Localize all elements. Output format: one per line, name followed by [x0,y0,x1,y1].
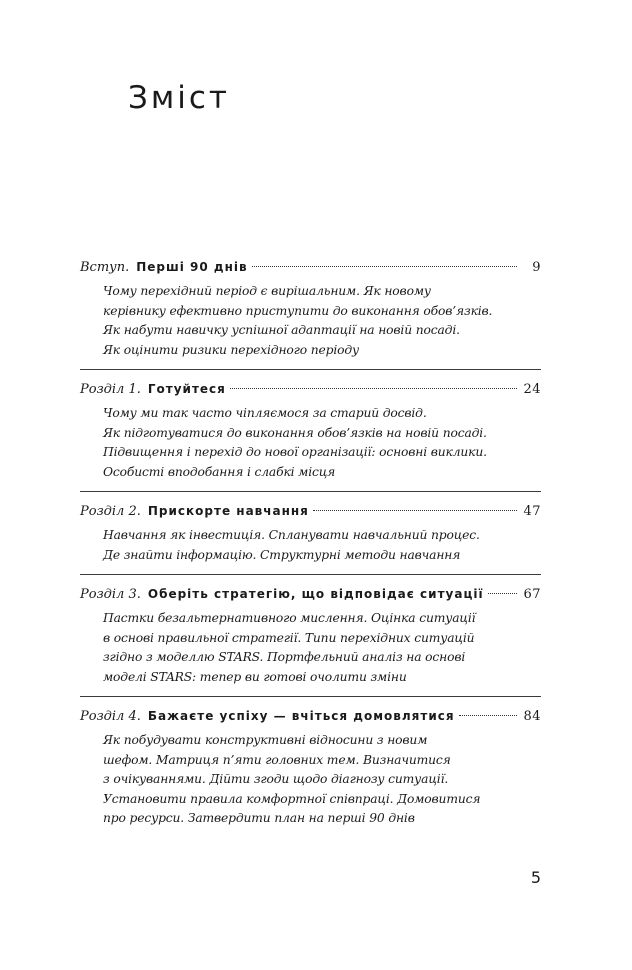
chapter-label: Розділ 4. [80,709,141,724]
toc-entry-chapter-4 [80,705,541,838]
toc-row [80,705,541,728]
toc-entry-chapter-3 [80,583,541,697]
dot-leader [488,593,517,594]
chapter-label: Розділ 2. [80,504,141,519]
page-number: 67 [523,587,541,602]
chapter-label: Розділ 3. [80,587,141,602]
page-number: 47 [523,504,541,519]
dot-leader [459,715,517,716]
page-number: 9 [532,260,541,275]
description-line: з очікуваннями. Дійти згоди щодо діагнозу ситуації. [103,772,449,786]
chapter-description [103,731,541,829]
dot-leader [230,388,517,389]
chapter-description [103,282,541,360]
toc-row [80,378,541,401]
description-line: Навчання як інвестиція. Спланувати навчальний процес. [103,528,480,542]
description-line: моделі STARS: тепер ви готові очолити зміни [103,669,407,684]
description-line: Як набути навичку успішної адаптації на новій посаді. [103,323,460,337]
chapter-label: Розділ 1. [80,382,141,397]
description-line: Як оцінити ризики перехідного періоду [103,342,360,357]
description-line: шефом. Матриця п’яти головних тем. Визначитися [103,752,451,767]
toc-entry-chapter-1 [80,378,541,492]
chapter-title: Оберіть стратегію, що відповідає ситуації [147,587,484,601]
description-line: Чому перехідний період є вирішальним. Як новому [103,284,431,298]
toc-entry-chapter-2 [80,500,541,575]
description-line: Чому ми так часто чіпляємося за старий досвід. [103,406,427,420]
description-line: керівнику ефективно приступити до виконання обов’язків. [103,303,493,318]
toc-row [80,256,541,279]
chapter-title: Готуйтеся [147,382,226,396]
chapter-title: Бажаєте успіху — вчіться домовлятися [147,709,455,723]
description-line: Пастки безальтернативного мислення. Оцінка ситуації [103,611,476,625]
chapter-description [103,526,541,565]
table-of-contents [80,256,541,846]
dot-leader [313,510,517,511]
toc-row [80,500,541,523]
page-folio-number: 5 [530,868,541,887]
description-line: в основі правильної стратегії. Типи перехідних ситуацій [103,630,475,645]
description-line: Як побудувати конструктивні відносини з новим [103,733,428,747]
description-line: згідно з моделлю STARS. Портфельний аналіз на основі [103,650,466,664]
chapter-description [103,404,541,482]
description-line: про ресурси. Затвердити план на перші 90 днів [103,811,415,825]
description-line: Де знайти інформацію. Структурні методи навчання [103,547,461,562]
page-title: Зміст [128,80,230,116]
dot-leader [252,266,517,267]
page-number: 84 [523,709,541,724]
description-line: Як підготуватися до виконання обов’язків на новій посаді. [103,425,487,440]
chapter-description [103,609,541,687]
description-line: Підвищення і перехід до нової організації: основні виклики. [103,445,487,459]
description-line: Особисті вподобання і слабкі місця [103,464,336,479]
chapter-title: Прискорте навчання [147,504,309,518]
description-line: Установити правила комфортної співпраці. Домовитися [103,791,481,806]
chapter-title: Перші 90 днів [136,260,248,274]
page-number: 24 [523,382,541,397]
toc-entry-intro [80,256,541,370]
chapter-label: Вступ. [80,260,130,275]
toc-row [80,583,541,606]
